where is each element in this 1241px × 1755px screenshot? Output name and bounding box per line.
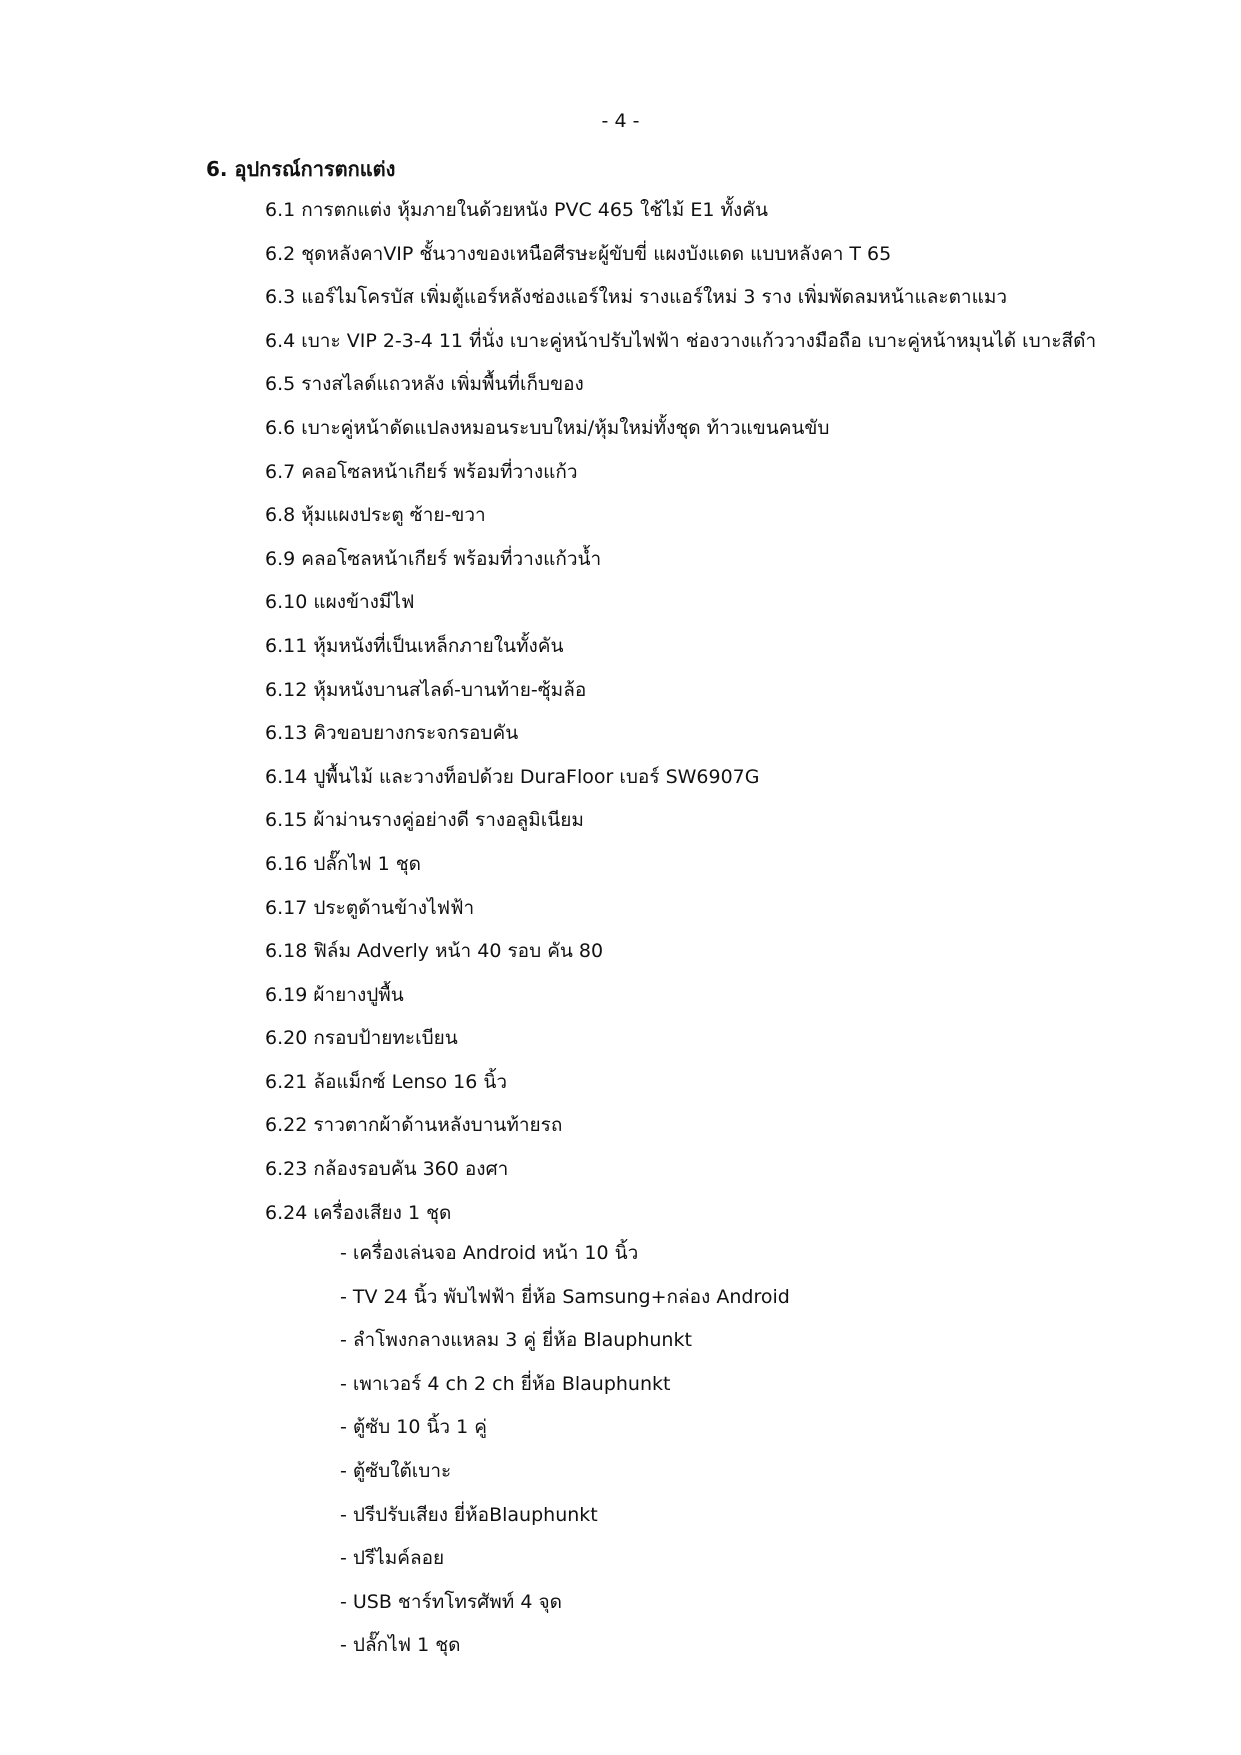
sub-list-item: - เพาเวอร์ 4 ch 2 ch ยี่ห้อ Blauphunkt xyxy=(340,1372,671,1395)
sub-list-item: - TV 24 นิ้ว พับไฟฟ้า ยี่ห้อ Samsung+กล่อง Android xyxy=(340,1285,790,1308)
sub-list-item: - ปรีปรับเสียง ยี่ห้อBlauphunkt xyxy=(340,1503,598,1526)
sub-list-item: - USB ชาร์ทโทรศัพท์ 4 จุด xyxy=(340,1590,562,1613)
list-item: 6.18 ฟิล์ม Adverly หน้า 40 รอบ คัน 80 xyxy=(265,940,604,963)
list-item: 6.19 ผ้ายางปูพื้น xyxy=(265,983,404,1006)
sub-list-item: - ปรีไมค์ลอย xyxy=(340,1547,445,1570)
list-item: 6.13 คิวขอบยางกระจกรอบคัน xyxy=(265,722,519,745)
list-item: 6.24 เครื่องเสียง 1 ชุด xyxy=(265,1201,452,1224)
list-item: 6.5 รางสไลด์แถวหลัง เพิ่มพื้นที่เก็บของ xyxy=(265,373,584,396)
list-item: 6.12 หุ้มหนังบานสไลด์-บานท้าย-ซุ้มล้อ xyxy=(265,678,587,701)
list-item: 6.10 แผงข้างมีไฟ xyxy=(265,591,415,614)
section-heading: 6. อุปกรณ์การตกแต่ง xyxy=(206,157,396,181)
sub-list-item: - เครื่องเล่นจอ Android หน้า 10 นิ้ว xyxy=(340,1242,639,1264)
sub-list-item: - ตู้ซับ 10 นิ้ว 1 คู่ xyxy=(340,1416,487,1439)
list-item: 6.11 หุ้มหนังที่เป็นเหล็กภายในทั้งคัน xyxy=(265,634,564,657)
audio-system-sublist xyxy=(340,1238,1140,1674)
page-number: - 4 - xyxy=(601,110,640,132)
list-item: 6.4 เบาะ VIP 2-3-4 11 ที่นั่ง เบาะคู่หน้าปรับไฟฟ้า ช่องวางแก้ววางมือถือ เบาะคู่หน้าหมุนได้ เบาะสีดำ xyxy=(265,329,1097,352)
sub-list-item: - ลำโพงกลางแหลม 3 คู่ ยี่ห้อ Blauphunkt xyxy=(340,1329,692,1352)
list-item: 6.20 กรอบป้ายทะเบียน xyxy=(265,1027,458,1050)
list-item: 6.15 ผ้าม่านรางคู่อย่างดี รางอลูมิเนียม xyxy=(265,809,584,832)
list-item: 6.8 หุ้มแผงประตู ซ้าย-ขวา xyxy=(265,504,486,527)
list-item: 6.21 ล้อแม็กซ์ Lenso 16 นิ้ว xyxy=(265,1070,508,1093)
list-item: 6.23 กล้องรอบคัน 360 องศา xyxy=(265,1158,509,1181)
equipment-list xyxy=(265,195,1165,1241)
list-item: 6.1 การตกแต่ง หุ้มภายในด้วยหนัง PVC 465 ใช้ไม้ E1 ทั้งคัน xyxy=(265,199,768,221)
list-item: 6.17 ประตูด้านข้างไฟฟ้า xyxy=(265,896,475,919)
sub-list-item: - ปลั๊กไฟ 1 ชุด xyxy=(340,1634,461,1657)
list-item: 6.14 ปูพื้นไม้ และวางท็อปด้วย DuraFloor เบอร์ SW6907G xyxy=(265,765,760,788)
list-item: 6.7 คลอโซลหน้าเกียร์ พร้อมที่วางแก้ว xyxy=(265,460,578,483)
list-item: 6.3 แอร์ไมโครบัส เพิ่มตู้แอร์หลังช่องแอร์ใหม่ รางแอร์ใหม่ 3 ราง เพิ่มพัดลมหน้าและตาแมว xyxy=(265,286,1008,309)
sub-list-item: - ตู้ซับใต้เบาะ xyxy=(340,1459,452,1482)
list-item: 6.2 ชุดหลังคาVIP ชั้นวางของเหนือศีรษะผู้ขับขี่ แผงบังแดด แบบหลังคา T 65 xyxy=(265,242,892,265)
list-item: 6.6 เบาะคู่หน้าดัดแปลงหมอนระบบใหม่/หุ้มใหม่ทั้งชุด ท้าวแขนคนขับ xyxy=(265,416,830,439)
list-item: 6.16 ปลั๊กไฟ 1 ชุด xyxy=(265,852,421,875)
list-item: 6.9 คลอโซลหน้าเกียร์ พร้อมที่วางแก้วน้ำ xyxy=(265,547,602,570)
list-item: 6.22 ราวตากผ้าด้านหลังบานท้ายรถ xyxy=(265,1114,563,1137)
